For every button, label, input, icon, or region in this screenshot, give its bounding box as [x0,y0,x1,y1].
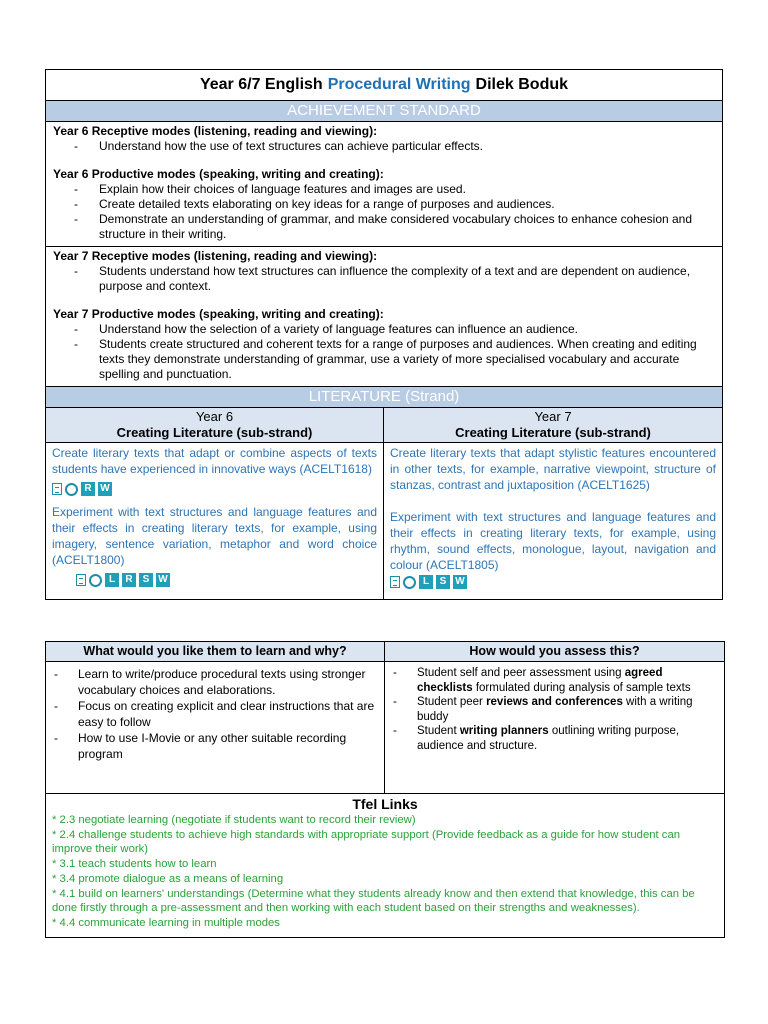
critical-thinking-icon [89,574,102,587]
year6-column [46,408,384,599]
speaking-icon: S [139,573,153,587]
page-title [46,70,722,101]
year6-header [46,408,383,443]
year7-header [384,408,722,443]
year7-outcome-2: Experiment with text structures and language features and their effects in creating literary texts, for example, using rhythm, sound effects, monologue, layout, navigation and colour (ACELT1805) [390,510,716,572]
assess-item: - Student writing planners outlining writing purpose, audience and structure. [391,724,718,753]
year7-label: Year 7 [534,409,572,424]
y6-productive-item: - Demonstrate an understanding of grammar, and make considered vocabulary choices to enhance cohesion and structure in their writing. [53,212,715,242]
year6-outcome-1: Create literary texts that adapt or combine aspects of texts students have experienced in innovative ways (ACELT1618) [52,446,377,476]
year6-substrand: Creating Literature (sub-strand) [116,425,313,440]
year7-standards [46,247,722,387]
y7-productive-item: - Students create structured and coherent texts for a range of purposes and audiences. When creating and editing texts they demonstrate understanding of grammar, use a variety of more specialised vocabulary and accurate spelling and punctuation. [53,337,715,382]
literacy-icon [390,576,400,588]
planning-header [46,642,724,662]
capability-icons [52,482,377,496]
tfel-item: * 3.1 teach students how to learn [52,858,217,871]
critical-thinking-icon [403,576,416,589]
reading-icon: R [122,573,136,587]
tfel-item: * 3.4 promote dialogue as a means of learning [52,872,284,885]
year6-outcome-2: Experiment with text structures and language features and their effects in creating literary texts, for example, using imagery, sentence variation, metaphor and word choice (ACELT1800) [52,505,377,567]
speaking-icon: S [436,575,450,589]
learn-column [46,662,385,793]
literature-band: LITERATURE (Strand) [46,387,722,408]
reading-icon: R [81,482,95,496]
writing-icon: W [453,575,467,589]
planning-body [46,662,724,794]
planning-table [45,641,725,938]
unit-plan-table [45,69,723,600]
tfel-item: * 4.4 communicate learning in multiple modes [52,916,280,929]
tfel-item: * 2.3 negotiate learning (negotiate if students want to record their review) [52,814,416,826]
year7-column [384,408,722,599]
y7-productive-heading: Year 7 Productive modes (speaking, writing and creating): [53,307,384,321]
title-accent: Procedural Writing [327,76,471,93]
literature-columns [46,408,722,599]
y6-receptive-item: - Understand how the use of text structures can achieve particular effects. [53,139,715,154]
assess-heading: How would you assess this? [469,644,640,658]
y6-productive-item: - Create detailed texts elaborating on key ideas for a range of purposes and audiences. [53,197,715,212]
y6-productive-item: - Explain how their choices of language features and images are used. [53,182,715,197]
listening-icon: L [105,573,119,587]
tfel-title: Tfel Links [352,796,418,812]
y7-receptive-heading: Year 7 Receptive modes (listening, reading and viewing): [53,249,378,263]
assess-item: - Student peer reviews and conferences with a writing buddy [391,695,718,724]
tfel-links [46,794,724,937]
tfel-item: * 4.1 build on learners' understandings (Determine what they students already know and then extend that knowledge, this can be done firstly through a pre-assessment and then working with each student based on their strengths and weaknesses). [52,887,695,915]
y6-productive-heading: Year 6 Productive modes (speaking, writing and creating): [53,167,384,181]
learn-item: - Focus on creating explicit and clear instructions that are easy to follow [52,698,378,730]
literacy-icon [76,574,86,586]
assess-column [385,662,724,793]
tfel-item: * 2.4 challenge students to achieve high standards with appropriate support (Provide feedback as a guide for how student can improve their work) [52,828,681,856]
learn-heading: What would you like them to learn and why? [46,642,385,661]
year7-substrand: Creating Literature (sub-strand) [455,425,651,440]
writing-icon: W [98,482,112,496]
critical-thinking-icon [65,483,78,496]
capability-icons [76,573,377,587]
title-author: Dilek Boduk [475,76,569,93]
achievement-band: ACHIEVEMENT STANDARD [46,101,722,122]
year6-label: Year 6 [195,409,234,424]
y7-productive-item: - Understand how the selection of a variety of language features can influence an audience. [53,322,715,337]
y6-receptive-heading: Year 6 Receptive modes (listening, reading and viewing): [53,124,378,138]
listening-icon: L [419,575,433,589]
year7-outcome-1: Create literary texts that adapt stylistic features encountered in other texts, for example, narrative viewpoint, structure of stanzas, contrast and juxtaposition (ACELT1625) [390,446,716,492]
learn-item: - Learn to write/produce procedural texts using stronger vocabulary choices and elaborations. [52,666,378,698]
title-prefix: Year 6/7 English [199,76,323,93]
capability-icons [390,575,716,589]
y7-receptive-item: - Students understand how text structures can influence the complexity of a text and are dependent on audience, purpose and context. [53,264,715,294]
literacy-icon [52,483,62,495]
year6-standards [46,122,722,247]
assess-item: - Student self and peer assessment using agreed checklists formulated during analysis of sample texts [391,666,718,695]
writing-icon: W [156,573,170,587]
learn-item: - How to use I-Movie or any other suitable recording program [52,730,378,762]
